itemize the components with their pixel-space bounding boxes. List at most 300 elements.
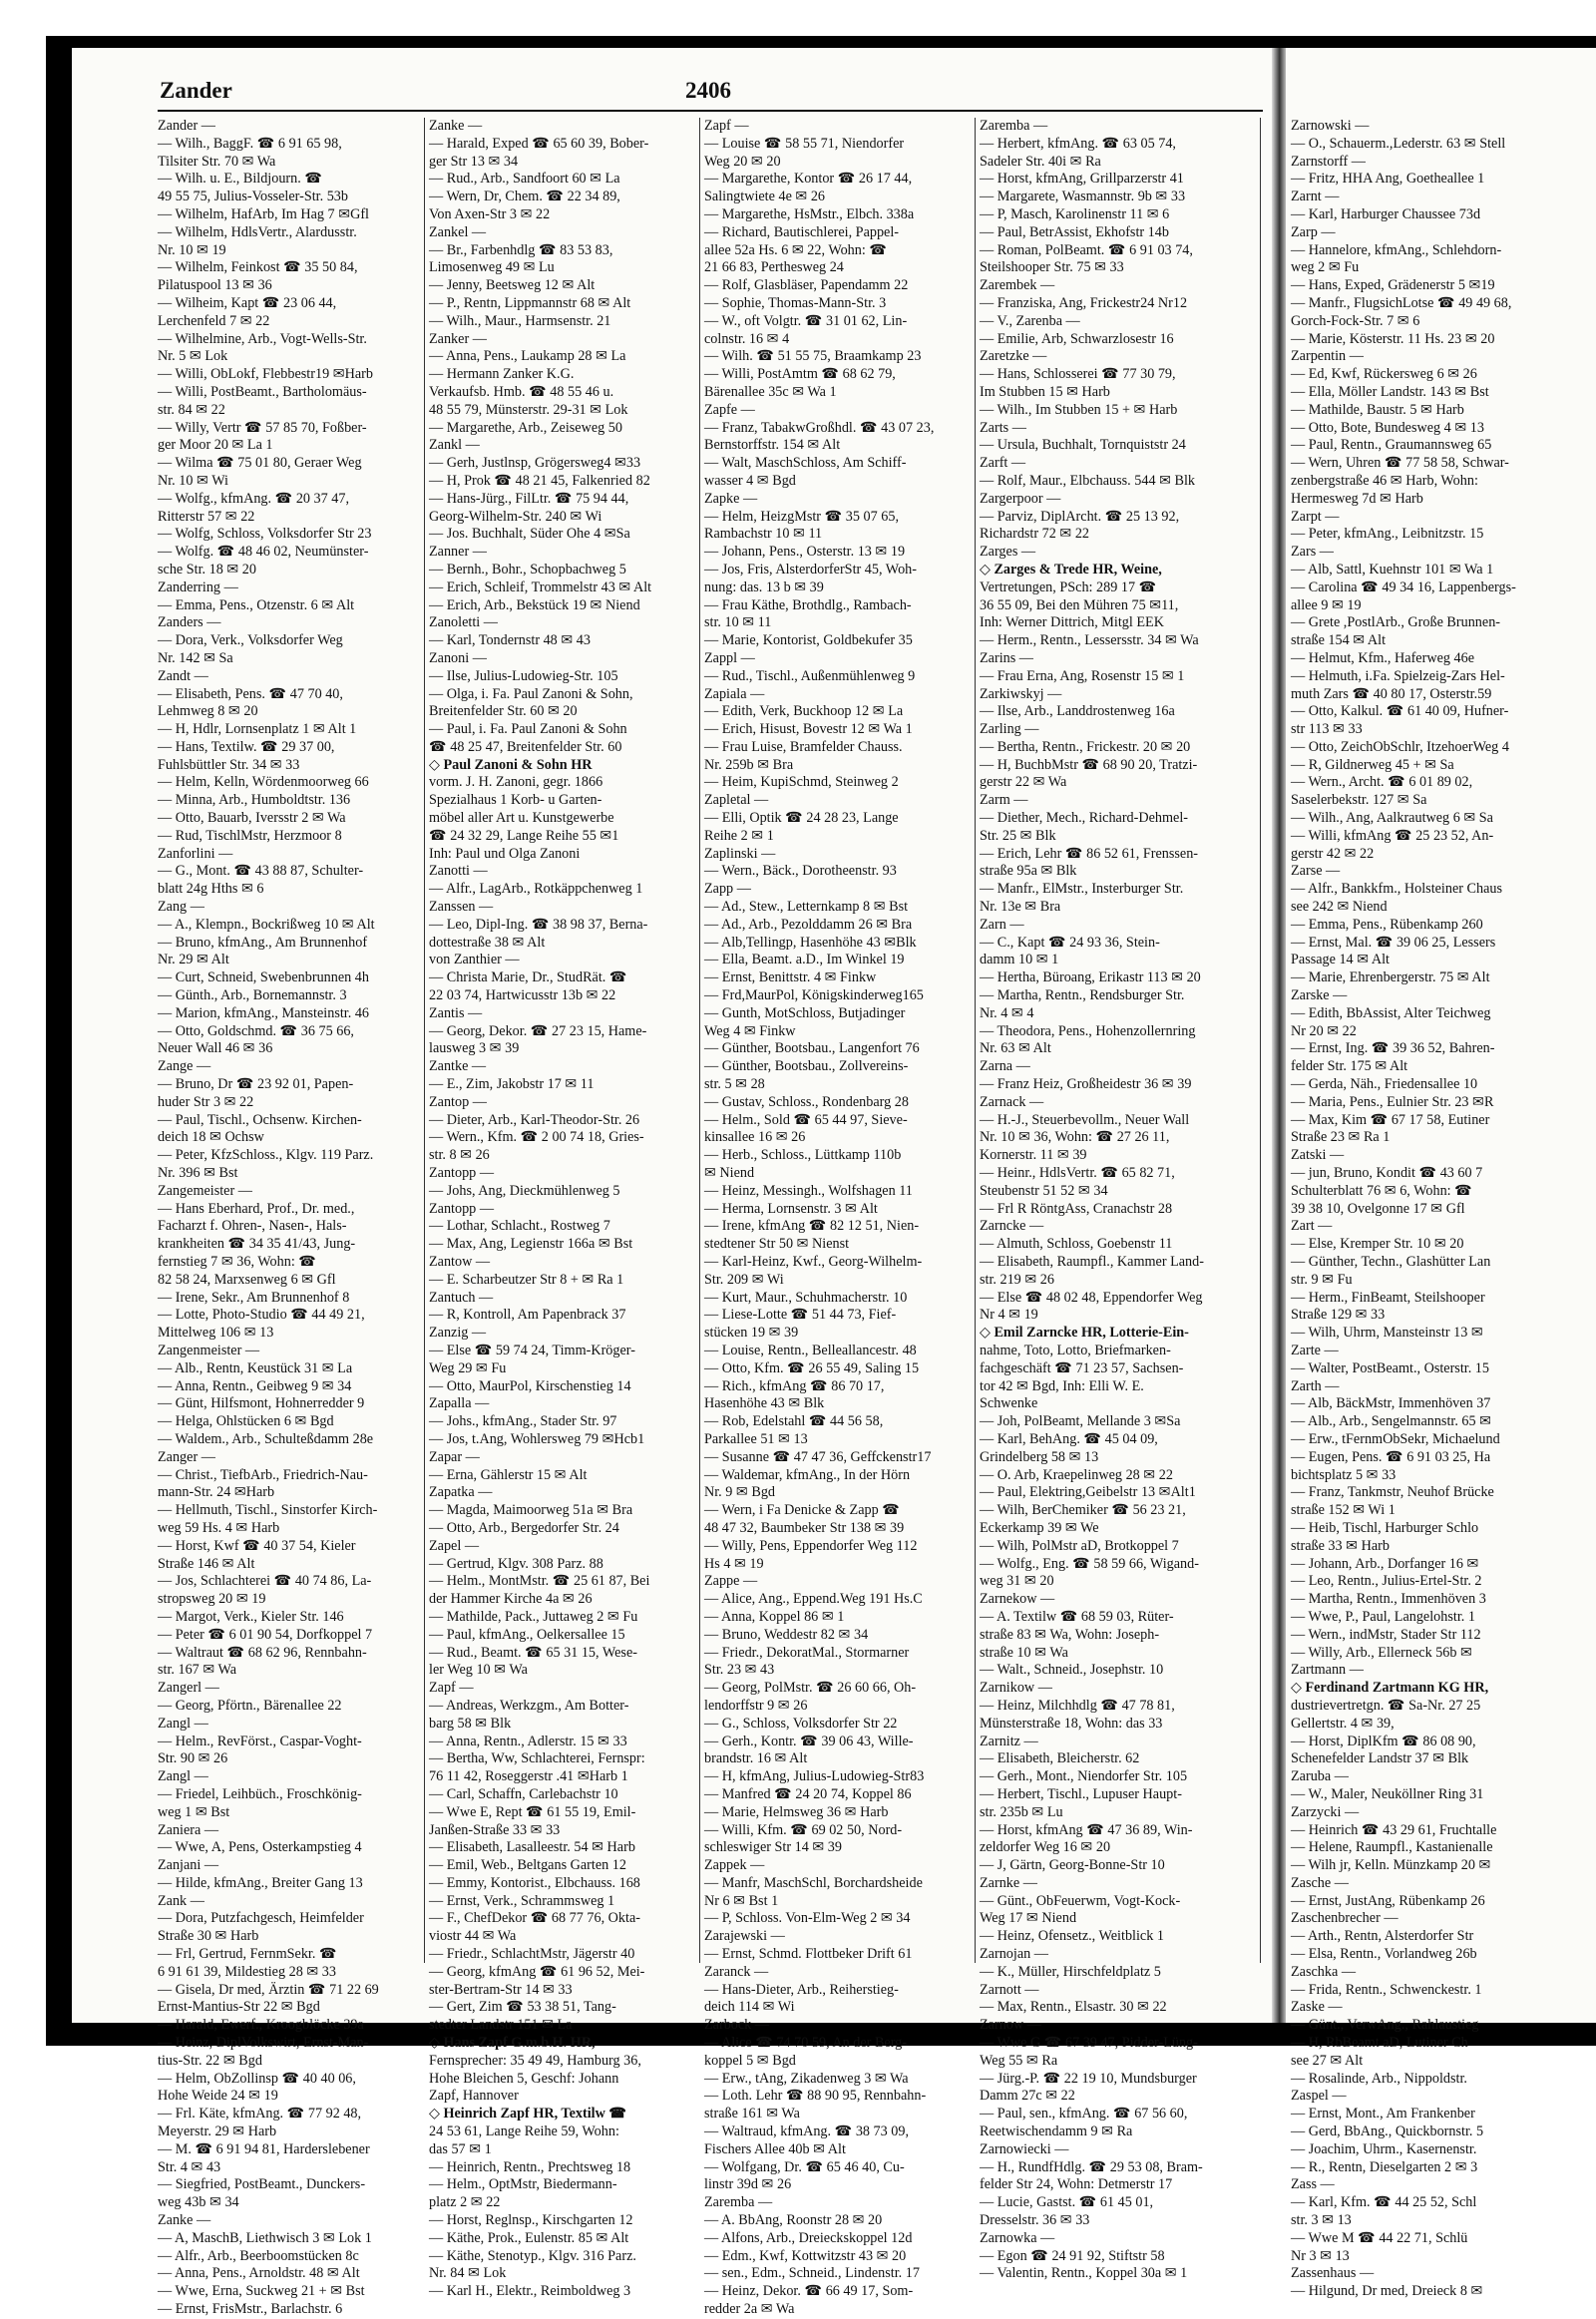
directory-line: — Helm., MontMstr. ☎ 25 61 87, Bei (429, 1573, 650, 1590)
directory-line: mann-Str. 24 ✉Harb (158, 1484, 275, 1501)
directory-line: — Minna, Arb., Humboldtstr. 136 (158, 792, 351, 809)
directory-line: Nr. 5 ✉ Lok (158, 348, 228, 365)
directory-line: Zarm — (980, 792, 1028, 809)
directory-line: zenbergstraße 46 ✉ Harb, Wohn: (1291, 472, 1478, 489)
directory-line: — Waldem., Arb., Schulteßdamm 28e (158, 1430, 374, 1447)
directory-line: viostr 44 ✉ Wa (429, 1928, 517, 1945)
directory-line: — Frau Luise, Bramfelder Chauss. (704, 738, 903, 755)
directory-line: — Herm., FinBeamt, Steilshooper (1291, 1289, 1485, 1306)
directory-line: — Helm., OptMstr, Biedermann- (429, 2176, 617, 2193)
directory-line: sche Str. 18 ✉ 20 (158, 561, 256, 578)
directory-line: — Friedel, Leihbüch., Froschkönig- (158, 1785, 362, 1802)
directory-line: — Erich, Lehr ☎ 86 52 61, Frenssen- (980, 845, 1199, 862)
directory-line: — Wilhelm, HafArb, Im Hag 7 ✉Gfl (158, 205, 370, 222)
directory-line: Hermesweg 7d ✉ Harb (1291, 490, 1423, 507)
directory-line: straße 95a ✉ Blk (980, 863, 1077, 880)
directory-line: — Margarethe, Kontor ☎ 26 17 44, (704, 171, 913, 188)
directory-line: — Br., Farbenhdlg ☎ 83 53 83, (429, 241, 613, 258)
directory-line: — Gerh., Kontr. ☎ 39 06 43, Wille- (704, 1733, 914, 1749)
directory-line: — Wern., indMstr, Stader Str 112 (1291, 1626, 1481, 1643)
directory-line: — Horst, DiplKfm ☎ 86 08 90, (1291, 1733, 1476, 1749)
directory-line: Zangl — (158, 1768, 208, 1785)
column-4 (980, 118, 1261, 2282)
directory-line: — Günther, Techn., Glashütter Lan (1291, 1254, 1491, 1270)
directory-line: Facharzt f. Ohren-, Nasen-, Hals- (158, 1218, 347, 1235)
directory-line: ✉ Niend (704, 1165, 755, 1182)
directory-line: — Wilh jr, Kelln. Münzkamp 20 ✉ (1291, 1857, 1491, 1874)
directory-line: Zantopp — (429, 1200, 495, 1217)
directory-line: — Hans-Jürg., FilLtr. ☎ 75 94 44, (429, 490, 629, 507)
directory-line: gerstr 22 ✉ Wa (980, 774, 1067, 791)
directory-line: — Gunth, MotSchloss, Butjadinger (704, 1004, 906, 1021)
directory-line: — Manfr., FlugsichLotse ☎ 49 49 68, (1291, 294, 1512, 311)
directory-line: Nr. 4 ✉ 4 (980, 1004, 1034, 1021)
directory-line: — Heinr., HdlsVertr. ☎ 65 82 71, (980, 1165, 1175, 1182)
directory-line: — Alfr., Bankkfm., Holsteiner Chaus (1291, 881, 1503, 898)
directory-line: — Max, Kim ☎ 67 17 58, Eutiner (1291, 1111, 1490, 1128)
directory-line: — Herbert, kfmAng. ☎ 63 05 74, (980, 135, 1176, 152)
directory-line: — Roman, PolBeamt. ☎ 6 91 03 74, (980, 241, 1193, 258)
directory-line: Hasenhöhe 43 ✉ Blk (704, 1395, 825, 1412)
directory-line: Reetwischendamm 9 ✉ Ra (980, 2124, 1133, 2140)
directory-line: — Dora, Putzfachgesch, Heimfelder (158, 1910, 364, 1927)
directory-line: Straße 146 ✉ Alt (158, 1555, 255, 1572)
directory-line: — Karl, Tondernstr 48 ✉ 43 (429, 632, 591, 649)
directory-line: — Helm, HeizgMstr ☎ 35 07 65, (704, 508, 899, 525)
directory-line: Zanke — (429, 118, 483, 134)
directory-line: Tilsiter Str. 70 ✉ Wa (158, 153, 276, 170)
directory-line: — Ilse, Arb., Landdrostenweg 16a (980, 703, 1175, 720)
directory-line: Janßen-Straße 33 ✉ 33 (429, 1821, 561, 1838)
directory-line: — Marion, kfmAng., Mansteinstr. 46 (158, 1004, 370, 1021)
directory-line: — Wwe E, Rept ☎ 61 55 19, Emil- (429, 1803, 636, 1820)
directory-line: Zarnojan — (980, 1946, 1048, 1963)
directory-line: — Elsa, Rentn., Vorlandweg 26b (1291, 1946, 1477, 1963)
directory-line: weg 59 Hs. 4 ✉ Harb (158, 1519, 280, 1536)
directory-line: — K., Müller, Hirschfeldplatz 5 (980, 1963, 1161, 1980)
directory-line: — Ernst, Ing. ☎ 39 36 52, Bahren- (1291, 1040, 1495, 1057)
directory-line: Zarnowiecki — (980, 2140, 1069, 2157)
directory-line: allee 9 ✉ 19 (1291, 596, 1362, 613)
directory-line: — Johann, Pens., Osterstr. 13 ✉ 19 (704, 544, 906, 561)
directory-line: Weg 20 ✉ 20 (704, 153, 781, 170)
directory-line: Str. 23 ✉ 43 (704, 1662, 775, 1679)
directory-line: Nr. 9 ✉ Bgd (704, 1484, 776, 1501)
directory-line: — Elisabeth, Lasalleestr. 54 ✉ Harb (429, 1839, 635, 1856)
directory-line: — Gert, Zim ☎ 53 38 51, Tang- (429, 1999, 616, 2016)
directory-line: Limosenweg 49 ✉ Lu (429, 259, 555, 276)
directory-line: Zaske — (1291, 1999, 1343, 2016)
directory-line: — Almuth, Schloss, Goebenstr 11 (980, 1236, 1173, 1253)
directory-line: str. 219 ✉ 26 (980, 1271, 1054, 1288)
directory-line: Zanke — (158, 2212, 211, 2229)
directory-line: — Ernst, Benittstr. 4 ✉ Finkw (704, 969, 877, 986)
directory-line: — Elisabeth, Bleicherstr. 62 (980, 1750, 1140, 1767)
directory-line: — Alb, Sattl, Kuehnstr 101 ✉ Wa 1 (1291, 561, 1494, 578)
directory-line: Zarth — (1291, 1377, 1340, 1394)
directory-line: Fernsprecher: 35 49 49, Hamburg 36, (429, 2052, 641, 2069)
directory-line: — Wern, Dr, Chem. ☎ 22 34 89, (429, 189, 620, 205)
directory-line: Inh: Werner Dittrich, Mitgl EEK (980, 614, 1164, 631)
directory-line: — Martha, Rentn., Immenhöven 3 (1291, 1591, 1486, 1608)
directory-line: — E. Scharbeutzer Str 8 + ✉ Ra 1 (429, 1271, 624, 1288)
directory-line: Zarins — (980, 649, 1033, 666)
directory-line: — Willi, Kfm. ☎ 69 02 50, Nord- (704, 1821, 903, 1838)
directory-line: — Wern, Uhren ☎ 77 58 58, Schwar- (1291, 455, 1509, 472)
directory-line: Zapf — (704, 118, 749, 134)
directory-line: — Parviz, DiplArcht. ☎ 25 13 92, (980, 508, 1180, 525)
directory-line: — Peter, KfzSchloss., Klgv. 119 Parz. (158, 1147, 374, 1164)
directory-line: Zarembek — (980, 277, 1055, 294)
directory-line: — M. ☎ 6 91 94 81, Harderslebener (158, 2140, 370, 2157)
directory-line: 82 58 24, Marxsenweg 6 ✉ Gfl (158, 1271, 336, 1288)
directory-line: — Ilse, Julius-Ludowieg-Str. 105 (429, 667, 618, 684)
directory-line: Zangemeister — (158, 1182, 252, 1199)
directory-line: — Ernst, Mal. ☎ 39 06 25, Lessers (1291, 934, 1496, 951)
directory-line: 6 91 61 39, Mildestieg 28 ✉ 33 (158, 1963, 336, 1980)
directory-line: Zangl — (158, 1715, 208, 1732)
directory-line: — Otto, Bote, Bundesweg 4 ✉ 13 (1291, 419, 1484, 436)
directory-line: weg 2 ✉ Fu (1291, 259, 1360, 276)
directory-line: — Marie, Kösterstr. 11 Hs. 23 ✉ 20 (1291, 330, 1495, 347)
directory-line: ◇ Zarges & Trede HR, Weine, (980, 561, 1162, 578)
directory-line: — Karl, BehAng. ☎ 45 04 09, (980, 1430, 1158, 1447)
directory-line: Lehmweg 8 ✉ 20 (158, 703, 258, 720)
directory-line: — Marie, Ehrenbergerstr. 75 ✉ Alt (1291, 969, 1490, 986)
directory-line: gerstr 42 ✉ 22 (1291, 845, 1375, 862)
directory-line: — Harald, Ewerf., Kroogblöcke 39a (158, 2017, 364, 2034)
directory-line: dustrievertretgn. ☎ Sa-Nr. 27 25 (1291, 1697, 1481, 1714)
directory-line: — Wilheim, Kapt ☎ 23 06 44, (158, 294, 337, 311)
directory-line: Zantis — (429, 1004, 483, 1021)
directory-line: — Kurt, Maur., Schuhmacherstr. 10 (704, 1289, 908, 1306)
directory-line: vorm. J. H. Zanoni, gegr. 1866 (429, 774, 603, 791)
directory-line: — W., Maler, Neuköllner Ring 31 (1291, 1785, 1484, 1802)
directory-line: — Christa Marie, Dr., StudRät. ☎ (429, 969, 627, 986)
directory-line: Nr. 10 ✉ 36, Wohn: ☎ 27 26 11, (980, 1129, 1170, 1146)
directory-line: — Georg, Dekor. ☎ 27 23 15, Hame- (429, 1022, 647, 1039)
directory-line: — Wilh, Uhrm, Mansteinstr 13 ✉ (1291, 1325, 1483, 1342)
directory-line: — Gerh, Justlnsp, Grögersweg4 ✉33 (429, 455, 641, 472)
directory-line: — Helga, Ohlstücken 6 ✉ Bgd (158, 1413, 334, 1430)
directory-line: — Manfr., ElMstr., Insterburger Str. (980, 881, 1184, 898)
directory-line: 24 53 61, Lange Reihe 59, Wohn: (429, 2124, 619, 2140)
directory-line: Zangerl — (158, 1680, 219, 1697)
directory-line: — Gerd, BbAng., Quickbornstr. 5 (1291, 2124, 1484, 2140)
directory-line: fernstieg 7 ✉ 36, Wohn: ☎ (158, 1254, 316, 1270)
directory-line: — Else ☎ 48 02 48, Eppendorfer Weg (980, 1289, 1203, 1306)
directory-line: — Helm, ObZollinsp ☎ 40 40 06, (158, 2070, 356, 2087)
directory-line: — Wilh. u. E., Bildjourn. ☎ (158, 171, 323, 188)
directory-line: Zarnikow — (980, 1680, 1052, 1697)
directory-line: lendorffstr 9 ✉ 26 (704, 1697, 808, 1714)
directory-line: kinsallee 16 ✉ 26 (704, 1129, 806, 1146)
directory-line: — Alice ☎ 74 70 59, An der Berg- (704, 2035, 908, 2052)
directory-line: — R, Gildnerweg 45 + ✉ Sa (1291, 756, 1454, 773)
directory-line: deich 114 ✉ Wi (704, 1999, 795, 2016)
directory-line: Spezialhaus 1 Korb- u Garten- (429, 792, 602, 809)
directory-line: nahme, Toto, Lotto, Briefmarken- (980, 1342, 1171, 1358)
directory-line: Zapar — (429, 1448, 480, 1465)
directory-line: Zanderring — (158, 579, 238, 595)
directory-line: — Peter ☎ 6 01 90 54, Dorfkoppel 7 (158, 1626, 373, 1643)
directory-line: — Valentin, Rentn., Koppel 30a ✉ 1 (980, 2265, 1188, 2282)
directory-line: Meyerstr. 29 ✉ Harb (158, 2124, 277, 2140)
directory-line: — F., ChefDekor ☎ 68 77 76, Okta- (429, 1910, 640, 1927)
directory-line: Zarncke — (980, 1218, 1044, 1235)
directory-line: Nr. 10 ✉ Wi (158, 472, 228, 489)
directory-line: Zatski — (1291, 1147, 1345, 1164)
directory-line: — Gerh., Mont., Niendorfer Str. 105 (980, 1768, 1188, 1785)
directory-line: — Rud., Arb., Sandfoort 60 ✉ La (429, 171, 620, 188)
directory-line: — Willi, ObLokf, Flebbestr19 ✉Harb (158, 366, 373, 383)
directory-line: 76 11 42, Roseggerstr .41 ✉Harb 1 (429, 1768, 628, 1785)
directory-line: Str. 25 ✉ Blk (980, 827, 1056, 844)
directory-line: Weg 55 ✉ Ra (980, 2052, 1058, 2069)
directory-line: — Anna, Rentn., Geibweg 9 ✉ 34 (158, 1377, 352, 1394)
directory-line: — Wern, i Fa Denicke & Zapp ☎ (704, 1502, 900, 1519)
directory-line: felder Str. 175 ✉ Alt (1291, 1058, 1408, 1075)
directory-line: — Jos, t.Ang, Wohlersweg 79 ✉Hcb1 (429, 1430, 645, 1447)
directory-line: Zarnekow — (980, 1591, 1055, 1608)
directory-line: Zarpt — (1291, 508, 1340, 525)
directory-line: Neuer Wall 46 ✉ 36 (158, 1040, 273, 1057)
directory-line: straße 10 ✉ Wa (980, 1644, 1068, 1661)
directory-line: — Ernst, Mont., Am Frankenber (1291, 2106, 1475, 2123)
directory-line: fachgeschäft ☎ 71 23 57, Sachsen- (980, 1359, 1184, 1376)
directory-line: Vertretungen, PSch: 289 17 ☎ (980, 579, 1157, 595)
directory-line: damm 10 ✉ 1 (980, 952, 1059, 968)
directory-line: str. 5 ✉ 28 (704, 1076, 765, 1093)
directory-line: Zarbock — (704, 2017, 770, 2034)
directory-line: str. 167 ✉ Wa (158, 1662, 237, 1679)
directory-line: — Curt, Schneid, Swebenbrunnen 4h (158, 969, 369, 986)
directory-line: — Karl-Heinz, Kwf., Georg-Wilhelm- (704, 1254, 923, 1270)
directory-line: Grindelberg 58 ✉ 13 (980, 1448, 1099, 1465)
directory-line: — Johs, Ang, Dieckmühlenweg 5 (429, 1182, 620, 1199)
directory-line: Zanger — (158, 1448, 215, 1465)
directory-line: Zaplinski — (704, 845, 776, 862)
directory-line: — Wwe G ☎ 67 39 47, Pidder-Lüng- (980, 2035, 1198, 2052)
directory-line: — Helm, Kelln, Wördenmoorweg 66 (158, 774, 369, 791)
directory-line: nung: das. 13 b ✉ 39 (704, 579, 824, 595)
directory-line: — Otto, Bauarb, Iversstr 2 ✉ Wa (158, 810, 346, 827)
directory-line: Straße 23 ✉ Ra 1 (1291, 1129, 1391, 1146)
directory-line: Zantow — (429, 1254, 491, 1270)
directory-line: — Eugen, Pens. ☎ 6 91 03 25, Ha (1291, 1448, 1491, 1465)
directory-line: Zanoletti — (429, 614, 498, 631)
directory-line: ster-Bertram-Str 14 ✉ 33 (429, 1981, 573, 1998)
directory-line: — Wolfg., Eng. ☎ 58 59 66, Wigand- (980, 1555, 1199, 1572)
directory-line: — J, Gärtn, Georg-Bonne-Str 10 (980, 1857, 1165, 1874)
directory-line: — Dieter, Arb., Karl-Theodor-Str. 26 (429, 1111, 640, 1128)
directory-line: Fuhlsbüttler Str. 34 ✉ 33 (158, 756, 300, 773)
directory-line: Weg 4 ✉ Finkw (704, 1022, 796, 1039)
column-rule (975, 118, 976, 1963)
directory-line: — Sophie, Thomas-Mann-Str. 3 (704, 294, 887, 311)
directory-line: Breitenfelder Str. 60 ✉ 20 (429, 703, 578, 720)
directory-line: — Wilh., Ang, Aalkrautweg 6 ✉ Sa (1291, 810, 1493, 827)
directory-line: — Liese-Lotte ☎ 51 44 73, Fief- (704, 1307, 897, 1324)
directory-line: — Hans Eberhard, Prof., Dr. med., (158, 1200, 355, 1217)
directory-line: — Rob, Edelstahl ☎ 44 56 58, (704, 1413, 884, 1430)
directory-line: von Zanthier — (429, 952, 520, 968)
directory-line: Zarn — (980, 916, 1024, 933)
directory-line: Straße 129 ✉ 33 (1291, 1307, 1386, 1324)
directory-line: Zappe — (704, 1573, 758, 1590)
directory-line: 21 66 83, Perthesweg 24 (704, 259, 844, 276)
directory-line: — Rud, TischlMstr, Herzmoor 8 (158, 827, 342, 844)
directory-line: — Bertha, Ww, Schlachterei, Fernspr: (429, 1750, 645, 1767)
directory-line: Zapke — (704, 490, 758, 507)
directory-line: weg 1 ✉ Bst (158, 1803, 230, 1820)
directory-line: Von Axen-Str 3 ✉ 22 (429, 205, 551, 222)
directory-line: Mittelweg 106 ✉ 13 (158, 1325, 274, 1342)
directory-line: — Wolfg. ☎ 48 46 02, Neumünster- (158, 544, 369, 561)
directory-line: ger Str 13 ✉ 34 (429, 153, 519, 170)
directory-line: Nr 20 ✉ 22 (1291, 1022, 1357, 1039)
directory-line: ☎ 48 25 47, Breitenfelder Str. 60 (429, 738, 622, 755)
directory-line: — Frau Erna, Ang, Rosenstr 15 ✉ 1 (980, 667, 1185, 684)
directory-line: felder Str 24, Wohn: Detmerstr 17 (980, 2176, 1173, 2193)
directory-line: — Joh, PolBeamt, Mellande 3 ✉Sa (980, 1413, 1181, 1430)
directory-line: Zank — (158, 1892, 204, 1909)
directory-line: — Rich., kfmAng ☎ 86 70 17, (704, 1377, 885, 1394)
directory-line: — Erich, Schleif, Trommelstr 43 ✉ Alt (429, 579, 652, 595)
directory-line: Hs 4 ✉ 19 (704, 1555, 764, 1572)
directory-line: — Hertha, Büroang, Erikastr 113 ✉ 20 (980, 969, 1201, 986)
directory-line: — Margarete, Wasmannstr. 9b ✉ 33 (980, 189, 1186, 205)
directory-line: — Maria, Pens., Eulnier Str. 23 ✉R (1291, 1093, 1494, 1110)
directory-line: muth Zars ☎ 40 80 17, Osterstr.59 (1291, 685, 1492, 702)
directory-line: — Franz, Tankmstr, Neuhof Brücke (1291, 1484, 1494, 1501)
directory-line: Zarnitz — (980, 1733, 1038, 1749)
directory-line: Zantop — (429, 1093, 487, 1110)
directory-line: Nr. 259b ✉ Bra (704, 756, 794, 773)
directory-line: Gellertstr. 4 ✉ 39, (1291, 1715, 1395, 1732)
directory-line: Zarajewski — (704, 1928, 785, 1945)
directory-line: — Hellmuth, Tischl., Sinstorfer Kirch- (158, 1502, 378, 1519)
directory-line: 48 47 32, Baumbeker Str 138 ✉ 39 (704, 1519, 905, 1536)
directory-line: — Carl, Schaffn, Carlebachstr 10 (429, 1785, 618, 1802)
directory-line: — Willi, PostAmtm ☎ 68 62 79, (704, 366, 896, 383)
directory-line: — Louise, Rentn., Belleallancestr. 48 (704, 1342, 917, 1358)
directory-line: — Paul, Elektring,Geibelstr 13 ✉Alt1 (980, 1484, 1196, 1501)
directory-line: lausweg 3 ✉ 39 (429, 1040, 520, 1057)
directory-line: str. 10 ✉ 11 (704, 614, 772, 631)
directory-line: Zapf — (429, 1680, 474, 1697)
directory-line: Zarnstorff — (1291, 153, 1366, 170)
directory-line: — Willy, Pens, Eppendorfer Weg 112 (704, 1537, 918, 1554)
directory-line: straße 161 ✉ Wa (704, 2106, 800, 2123)
directory-line: — Rud., Beamt. ☎ 65 31 15, Wese- (429, 1644, 637, 1661)
directory-line: Zass — (1291, 2176, 1335, 2193)
directory-line: Steilshooper Str. 75 ✉ 33 (980, 259, 1124, 276)
directory-line: Zarnke — (980, 1874, 1037, 1891)
directory-line: Nr. 84 ✉ Lok (429, 2265, 507, 2282)
directory-line: Zaruba — (1291, 1768, 1349, 1785)
directory-line: — Edith, Verk, Buckhoop 12 ✉ La (704, 703, 904, 720)
directory-line: — Paul, Rentn., Graumannsweg 65 (1291, 437, 1492, 454)
directory-line: — Horst, kfmAng ☎ 47 36 89, Win- (980, 1821, 1193, 1838)
directory-line: Schulterblatt 76 ✉ 6, Wohn: ☎ (1291, 1182, 1472, 1199)
directory-line: Zapfe — (704, 401, 755, 418)
directory-line: — Elli, Optik ☎ 24 28 23, Lange (704, 810, 899, 827)
directory-line: — Waltraut ☎ 68 62 96, Rennbahn- (158, 1644, 367, 1661)
directory-line: — Paul, i. Fa. Paul Zanoni & Sohn (429, 721, 627, 738)
directory-line: — Alfons, Arb., Dreieckskoppel 12d (704, 2229, 913, 2246)
directory-line: Zapf, Hannover (429, 2088, 519, 2105)
directory-line: Zaschka — (1291, 1963, 1357, 1980)
directory-line: Zaspel — (1291, 2088, 1347, 2105)
directory-line: huder Str 3 ✉ 22 (158, 1093, 254, 1110)
directory-line: — Wilh, PolMstr aD, Brotkoppel 7 (980, 1537, 1179, 1554)
directory-line: ◇ Emil Zarncke HR, Lotterie-Ein- (980, 1325, 1189, 1342)
directory-line: — Leo, Dipl-Ing. ☎ 38 98 37, Berna- (429, 916, 648, 933)
directory-line: 22 03 74, Hartwicusstr 13b ✉ 22 (429, 987, 616, 1004)
directory-line: — Willi, kfmAng ☎ 25 23 52, An- (1291, 827, 1494, 844)
directory-line: Zange — (158, 1058, 211, 1075)
directory-line: — H.-J., Steuerbevollm., Neuer Wall (980, 1111, 1190, 1128)
directory-line: — Wern., Kfm. ☎ 2 00 74 18, Gries- (429, 1129, 644, 1146)
directory-line: — R, Kontroll, Am Papenbrack 37 (429, 1307, 626, 1324)
directory-line: — Hilgund, Dr med, Dreieck 8 ✉ (1291, 2283, 1483, 2300)
directory-line: — Rud., Tischl., Außenmühlenweg 9 (704, 667, 916, 684)
directory-line: — Heinz, Messingh., Wolfshagen 11 (704, 1182, 913, 1199)
directory-line: — Gerda, Näh., Friedensallee 10 (1291, 1076, 1478, 1093)
directory-line: — Lotte, Photo-Studio ☎ 44 49 21, (158, 1307, 365, 1324)
directory-line: allee 52a Hs. 6 ✉ 22, Wohn: ☎ (704, 241, 888, 258)
directory-line: Zantke — (429, 1058, 487, 1075)
directory-line: — H, Hdlr, Lornsenplatz 1 ✉ Alt 1 (158, 721, 357, 738)
directory-line: — A. BbAng, Roonstr 28 ✉ 20 (704, 2212, 883, 2229)
directory-line: — Otto, Goldschmd. ☎ 36 75 66, (158, 1022, 354, 1039)
directory-line: ler Weg 10 ✉ Wa (429, 1662, 528, 1679)
directory-line: — Margarethe, HsMstr., Elbch. 338a (704, 205, 915, 222)
directory-line: — Ernst, Verk., Schrammsweg 1 (429, 1892, 615, 1909)
directory-line: — Wilhelmine, Arb., Vogt-Wells-Str. (158, 330, 367, 347)
directory-line: Zantuch — (429, 1289, 494, 1306)
directory-line: Richardstr 72 ✉ 22 (980, 526, 1090, 543)
directory-line: Georg-Wilhelm-Str. 240 ✉ Wi (429, 508, 602, 525)
directory-line: — Alice, Ang., Eppend.Weg 191 Hs.C (704, 1591, 923, 1608)
directory-line: Zanker — (429, 330, 487, 347)
directory-line: — Dora, Verk., Volksdorfer Weg (158, 632, 343, 649)
directory-line: ◇ Hans Zapf G.m.b.H. HR, (429, 2035, 596, 2052)
directory-line: — Waltraud, kfmAng. ☎ 38 73 09, (704, 2124, 910, 2140)
directory-line: — Emmy, Kontorist., Elbchauss. 168 (429, 1874, 640, 1891)
directory-line: Zanforlini — (158, 845, 233, 862)
directory-line: straße 154 ✉ Alt (1291, 632, 1387, 649)
directory-line: Schwenke (980, 1395, 1038, 1412)
directory-line: — Manfred ☎ 24 20 74, Koppel 86 (704, 1785, 912, 1802)
directory-line: Zarnowski — (1291, 118, 1370, 134)
directory-line: Nr. 142 ✉ Sa (158, 649, 233, 666)
directory-line: Zapletal — (704, 792, 769, 809)
directory-line: — Ursula, Buchhalt, Tornquiststr 24 (980, 437, 1186, 454)
directory-line: str. 235b ✉ Lu (980, 1803, 1063, 1820)
directory-line: — Hermann Zanker K.G. (429, 366, 575, 383)
directory-line: — Günt., VerwAng., Rahlaustieg (1291, 2017, 1479, 2034)
directory-line: — Ella, Beamt. a.D., Im Winkel 19 (704, 952, 905, 968)
directory-line: colnstr. 16 ✉ 4 (704, 330, 790, 347)
directory-line: — Otto, Kfm. ☎ 26 55 49, Saling 15 (704, 1359, 920, 1376)
directory-line: Zartmann — (1291, 1662, 1364, 1679)
directory-line: — Frl, Gertrud, FernmSekr. ☎ (158, 1946, 337, 1963)
directory-line: Zarnt — (1291, 189, 1340, 205)
directory-line: — Fritz, HHA Ang, Goetheallee 1 (1291, 171, 1485, 188)
directory-line: weg 31 ✉ 20 (980, 1573, 1054, 1590)
